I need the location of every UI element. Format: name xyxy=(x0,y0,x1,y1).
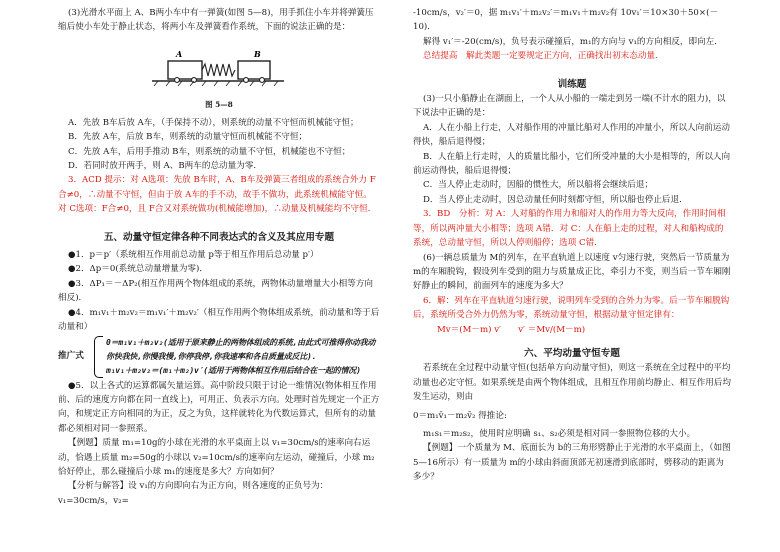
bullet-4: ●4．m₁v₁＋m₂v₂＝m₁v₁′＋m₂v₂′（相互作用两个物体组成系统，前动量和等于后动量和） xyxy=(58,307,380,333)
section-6-example: 【例题】一个质量为 M、底面长为 b的三角形劈静止于光滑的水平桌面上，（如图 5—16所示）有一质量为 m的小球由斜面顶部无初速滑到底部时，劈移动的距离为多少？ xyxy=(413,443,731,483)
question-3-text: (3)光滑水平面上 A、B两小车中有一弹簧(如图 5—8)，用手抓住小车并将弹簧压缩后使小车处于静止状态，将两小车及弹簧看作系统，下面的说法正确的是： xyxy=(58,8,374,33)
option-c: C．先放 A车，后用手推动 B车，则系统的动量不守恒，机械能也不守恒； xyxy=(68,146,351,157)
formula-line: 你快我快,你慢我慢,你停我停,你我速率和各自质量成反比). xyxy=(106,351,317,361)
training-answer-6: 6．解：列车在平直轨道匀速行驶，说明列车受到的合外力为零。后一节车厢脱钩后，系统所受合外力仍然为零，系统动量守恒，根据动量守恒定律有： xyxy=(413,295,730,321)
training-answer-3: 3．BD 分析：对 A：人对船的作用力和船对人的作用力等大反向，作用时间相等，所以两冲量大小相等；选项 A错．对 C：人在船上走的过程，对人和船构成的系统，总动量守恒，所以人停则船停；选项 C错． xyxy=(413,209,726,249)
summary-note: 总结提高 解此类题一定要规定正方向，正确找出初末态动量． xyxy=(423,51,664,62)
figure-5-8 xyxy=(58,39,380,97)
answer-explanation: 3．ACD 提示：对 A选项：先放 B车时，A、B车及弹簧三者组成的系统合外力 F合≠0，∴动量不守恒，但由于放 A车的手不动，故手不做功，此系统机械能守恒。对 C选项：F合≠0，且 F合又对系统做功(机械能增加)，∴动量及机械能均不守恒． xyxy=(58,175,377,215)
section-6-note: m₁s₁＝m₂s₂，使用时应明确 s₁、s₂必须是相对同一参照物位移的大小。 xyxy=(423,428,696,439)
example-question: 【例题】质量 m₁=10g的小球在光滑的水平桌面上以 v₁=30cm/s的速率向右运动，恰遇上质量 m₂=50g的小球以 v₂=10cm/s的速率向左运动，碰撞后，小球 m₂恰好停止，那么碰撞后小球 m₁的速度是多大？方向如何？ xyxy=(58,438,375,477)
training-option-c: C．当人停止走动时，因船的惯性大，所以船将会继续后退； xyxy=(423,180,654,191)
option-a: A．先放 B车后放 A车，（手保持不动），则系统的动量不守恒而机械能守恒； xyxy=(68,117,359,128)
bullet-3: ●3．ΔP₁＝－ΔP₂(相互作用两个物体组成的系统，两物体动量增量大小相等方向相反)． xyxy=(58,278,373,304)
training-option-b: B．人在船上行走时，人的质量比船小，它们所受冲量的大小是相等的，所以人向前运动得快，船后退得慢； xyxy=(413,151,731,177)
spring xyxy=(202,64,235,76)
cart-a-wheel xyxy=(175,77,180,82)
training-title: 训练题 xyxy=(557,78,587,90)
cart-b-wheel xyxy=(260,77,265,82)
cart-b-label: B xyxy=(254,48,261,59)
cart-b xyxy=(238,61,270,79)
formula-label: 推广式 xyxy=(58,351,84,362)
section-6-formula: 0＝m₁v̄₁－m₂v̄₂ 得推论: xyxy=(413,410,507,421)
option-d: D．若同时放开两手，则 A、B两车的总动量为零． xyxy=(68,161,263,172)
left-column xyxy=(58,6,380,508)
section-6-intro: 若系统在全过程中动量守恒(包括单方向动量守恒)，则这一系统在全过程中的平均动量也必定守恒。如果系统是由两个物体组成，且相互作用前均静止、相互作用后均发生运动，则由 xyxy=(413,363,731,403)
cart-a-wheel xyxy=(192,77,197,82)
bullet-2: ●2．Δp＝0(系统总动量增量为零)． xyxy=(68,264,208,275)
training-option-a: A．人在小船上行走，人对船作用的冲量比船对人作用的冲量小，所以人向前运动得快，船后退得慢； xyxy=(413,122,730,148)
formula-line: 0＝m₁v₁＋m₂v₂(适用于原来静止的两物体组成的系统,由此式可推得你动我动 xyxy=(106,337,376,347)
training-question-6: (6)一辆总质量为 M的列车，在平直轨道上以速度 v匀速行驶，突然后一节质量为 m的车厢脱钩，假设列车受到的阻力与质量成正比，牵引力不变，则当后一节车厢刚好静止的瞬间，前面列车的速度为多大？ xyxy=(413,252,731,292)
spring-carts-diagram xyxy=(58,39,380,97)
solution-continued-line-2: 解得 v₁′＝-20(cm/s)，负号表示碰撞后，m₁的方向与 v₁的方向相反，即向左． xyxy=(423,36,723,47)
solution-continued-line-1: -10cm/s，v₂′＝0，据 m₁v₁′＋m₂v₂′＝m₁v₁＋m₂v₂有 10v₁′＝10×30＋50×(－10)． xyxy=(413,8,719,33)
training-option-d: D．当人停止走动时，因总动量任何时刻都守恒，所以船也停止后退． xyxy=(423,194,688,205)
section-6-title: 六、平均动量守恒专题 xyxy=(524,347,620,359)
section-5-title: 五、动量守恒定律各种不同表达式的含义及其应用专题 xyxy=(103,231,335,243)
generalized-formula-block xyxy=(58,336,380,378)
equation-6: Mv＝(M－m) v′ v′ ＝Mv/(M－m) xyxy=(437,324,586,335)
bullet-1: ●1．p＝p′（系统相互作用前总动量 p等于相互作用后总动量 p′） xyxy=(68,250,319,261)
option-b: B．先放 A车，后放 B车，则系统的动量守恒而机械能不守恒； xyxy=(68,132,308,143)
cart-a-label: A xyxy=(176,48,183,59)
training-question-3: (3)一只小船静止在湖面上，一个人从小船的一端走到另一端(不计水的阻力)，以下说法中正确的是： xyxy=(413,94,726,119)
cart-b-wheel xyxy=(244,77,249,82)
analysis-start: 【分析与解答】设 v₁的方向即向右为正方向，则各速度的正负号为：v₁=30cm/s，v₂= xyxy=(58,481,329,506)
bullet-5: ●5．以上各式的运算都属矢量运算。高中阶段只限于讨论一维情况(物体相互作用前、后的速度方向都在同一直线上)，可用正、负表示方向。处理时首先规定一个正方向，和规定正方向相同的为正，反之为负，这样就转化为代数运算式，但所有的动量都必须相对同一参照系。 xyxy=(58,380,380,434)
figure-caption: 图 5—8 xyxy=(205,99,233,109)
left-brace xyxy=(94,336,103,378)
formula-line: m₁v₁＋m₂v₂＝(m₁＋m₂)v′(适用于两物体相互作用后结合在一起的情况) xyxy=(106,365,361,375)
cart-a xyxy=(168,61,202,79)
right-column xyxy=(413,6,731,485)
